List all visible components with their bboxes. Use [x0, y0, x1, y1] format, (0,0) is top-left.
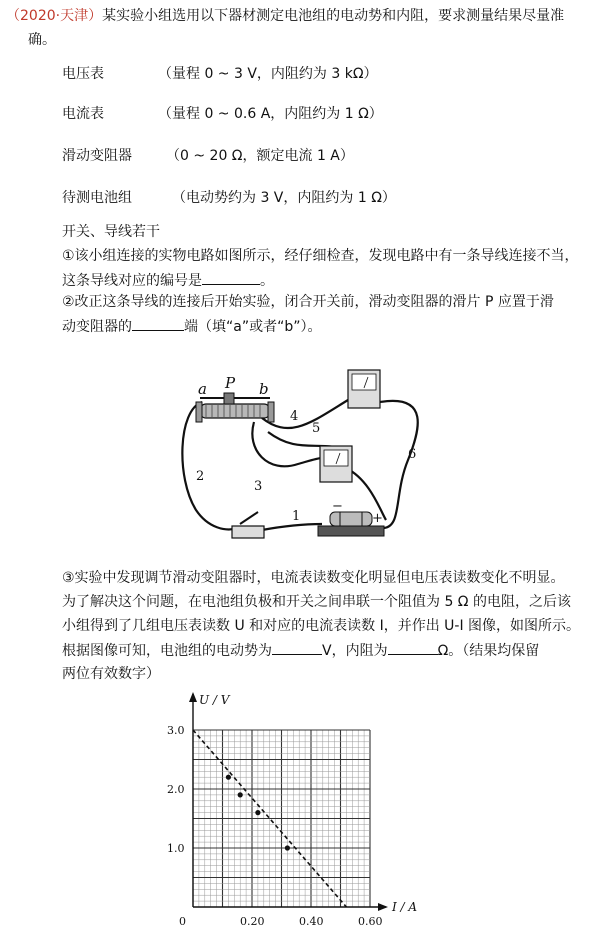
- question-intro-line2: 确。: [28, 32, 56, 48]
- intro-text: 某实验小组选用以下器材测定电池组的电动势和内阻，要求测量结果尽量准: [102, 8, 565, 24]
- data-point: [226, 775, 231, 780]
- part1-line2-text: 这条导线对应的编号是: [62, 273, 202, 289]
- part2-line2: [62, 316, 321, 337]
- equipment-spec-voltmeter: （量程 0 ~ 3 V，内阻约为 3 kΩ）: [158, 66, 378, 82]
- part1-line2-end: 。: [260, 273, 274, 289]
- equipment-name-switch-wires: 开关、导线若干: [62, 224, 160, 240]
- y-tick-label: 3.0: [167, 724, 185, 737]
- label-wire-2: 2: [196, 469, 205, 484]
- x-tick-label: 0.60: [358, 915, 383, 928]
- x-tick-label: 0.20: [240, 915, 265, 928]
- part2-line2-end: 端（填“a”或者“b”）。: [184, 319, 322, 335]
- label-wire-3: 3: [254, 479, 263, 494]
- part3-line2: 为了解决这个问题，在电池组负极和开关之间串联一个阻值为 5 Ω 的电阻，之后该: [62, 594, 571, 610]
- source-tag: （2020·天津）: [6, 8, 103, 24]
- y-tick-label: 1.0: [167, 842, 185, 855]
- y-tick-label: 2.0: [167, 783, 185, 796]
- wire-4: [262, 400, 348, 428]
- part3-line3: 小组得到了几组电压表读数 U 和对应的电流表读数 I，并作出 U-I 图像，如图所示。: [62, 618, 581, 634]
- label-minus: −: [332, 499, 343, 514]
- data-point: [238, 792, 243, 797]
- label-wire-4: 4: [290, 409, 299, 424]
- equipment-name-ammeter: 电流表: [62, 106, 104, 122]
- circuit-diagram: [0, 360, 591, 560]
- equipment-spec-ammeter: （量程 0 ~ 0.6 A，内阻约为 1 Ω）: [158, 106, 383, 122]
- answer-blank-wire-number[interactable]: [202, 270, 260, 285]
- wire-1: [262, 524, 322, 530]
- x-axis-arrow: [378, 903, 388, 911]
- wire-2: [182, 402, 238, 529]
- label-wire-1: 1: [292, 509, 301, 524]
- ammeter: [320, 446, 352, 482]
- part3-line5: 两位有效数字）: [62, 666, 160, 682]
- x-axis-label: I / A: [392, 900, 418, 914]
- y-axis-label: U / V: [199, 693, 230, 707]
- equipment-spec-battery: （电动势约为 3 V，内阻约为 1 Ω）: [172, 190, 396, 206]
- label-b: b: [259, 380, 269, 398]
- switch: [232, 512, 264, 538]
- part3-line4-mid: V，内阻为: [322, 643, 388, 659]
- part1-line2: [62, 270, 274, 291]
- part2-line2-text: 动变阻器的: [62, 319, 132, 335]
- x-tick-label: 0.40: [299, 915, 324, 928]
- equipment-name-battery: 待测电池组: [62, 190, 132, 206]
- data-point: [255, 810, 260, 815]
- data-point: [285, 845, 290, 850]
- label-wire-5: 5: [312, 421, 321, 436]
- label-wire-6: 6: [408, 447, 417, 462]
- answer-blank-internal-resistance[interactable]: [388, 640, 438, 655]
- part3-line4: [62, 640, 539, 661]
- part3-line4-end: Ω。（结果均保留: [437, 643, 540, 659]
- label-a: a: [198, 380, 207, 398]
- equipment-spec-rheostat: （0 ~ 20 Ω，额定电流 1 A）: [166, 148, 354, 164]
- answer-blank-slider-end[interactable]: [132, 316, 184, 331]
- graph-grid: [193, 730, 370, 907]
- label-p: P: [225, 374, 236, 392]
- part1-line1: ①该小组连接的实物电路如图所示，经仔细检查，发现电路中有一条导线连接不当，: [62, 248, 579, 264]
- voltmeter: [348, 370, 380, 408]
- wire-6: [380, 401, 418, 528]
- part2-line1: ②改正这条导线的连接后开始实验，闭合开关前，滑动变阻器的滑片 P 应置于滑: [62, 294, 554, 310]
- question-intro-line1: [6, 6, 564, 26]
- answer-blank-emf[interactable]: [272, 640, 322, 655]
- equipment-name-rheostat: 滑动变阻器: [62, 148, 132, 164]
- u-i-graph: [0, 680, 591, 940]
- y-axis-arrow: [189, 692, 197, 702]
- equipment-name-voltmeter: 电压表: [62, 66, 104, 82]
- origin-label: 0: [179, 915, 186, 928]
- part3-line4-text: 根据图像可知，电池组的电动势为: [62, 643, 272, 659]
- part3-line1: ③实验中发现调节滑动变阻器时，电流表读数变化明显但电压表读数变化不明显。: [62, 570, 565, 586]
- label-plus: +: [372, 511, 383, 526]
